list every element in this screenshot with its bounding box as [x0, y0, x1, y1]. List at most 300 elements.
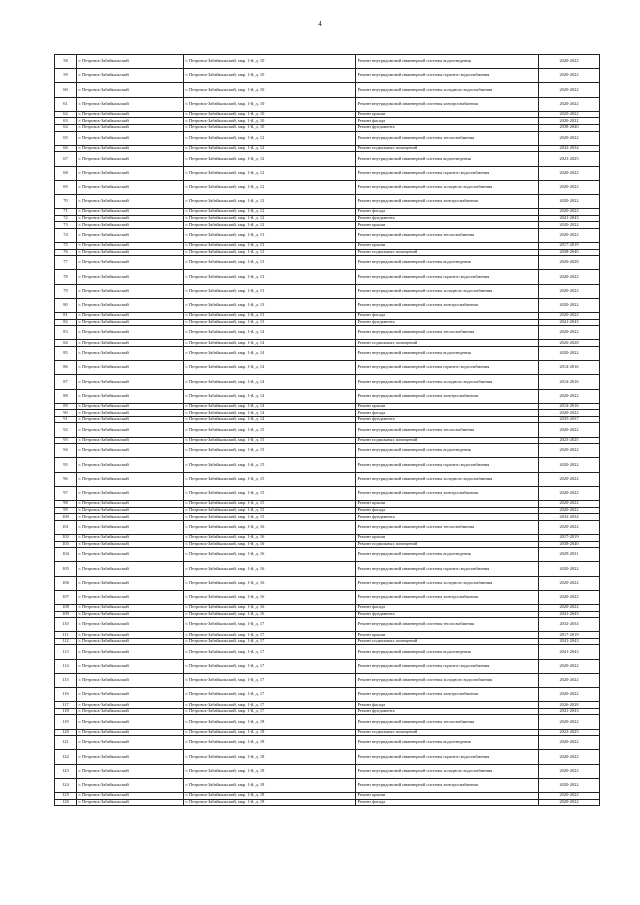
row-number: 84 — [55, 340, 77, 347]
address-cell: г. Петровск-Забайкальский, мкр. 1-й, д. 12 — [184, 194, 356, 208]
table-row — [55, 444, 600, 458]
work-type-cell: Ремонт внутридомовой инженерной системы электроснабжения — [356, 778, 539, 792]
address-cell: г. Петровск-Забайкальский, мкр. 1-й, д. 10 — [184, 97, 356, 111]
period-cell: 2041-2043 — [539, 611, 600, 618]
row-number: 80 — [55, 298, 77, 312]
table-row — [55, 792, 600, 799]
municipality-cell: г. Петровск-Забайкальский — [77, 403, 184, 410]
address-cell: г. Петровск-Забайкальский, мкр. 1-й, д. 14 — [184, 416, 356, 423]
municipality-cell: г. Петровск-Забайкальский — [77, 514, 184, 521]
municipality-cell: г. Петровск-Забайкальский — [77, 604, 184, 611]
period-cell: 2020-2022 — [539, 590, 600, 604]
work-type-cell: Ремонт подвальных помещений — [356, 249, 539, 256]
address-cell: г. Петровск-Забайкальский, мкр. 1-й, д. 10 — [184, 69, 356, 83]
municipality-cell: г. Петровск-Забайкальский — [77, 729, 184, 736]
municipality-cell: г. Петровск-Забайкальский — [77, 534, 184, 541]
address-cell: г. Петровск-Забайкальский, мкр. 1-й, д. 18 — [184, 764, 356, 778]
row-number: 126 — [55, 799, 77, 806]
repair-schedule-table — [54, 54, 600, 806]
address-cell: г. Петровск-Забайкальский, мкр. 1-й, д. 17 — [184, 688, 356, 702]
municipality-cell: г. Петровск-Забайкальский — [77, 458, 184, 472]
period-cell: 2020-2022 — [539, 166, 600, 180]
address-cell: г. Петровск-Забайкальский, мкр. 1-й, д. 10 — [184, 55, 356, 69]
municipality-cell: г. Петровск-Забайкальский — [77, 618, 184, 632]
address-cell: г. Петровск-Забайкальский, мкр. 1-й, д. 18 — [184, 729, 356, 736]
table-row — [55, 298, 600, 312]
row-number: 74 — [55, 228, 77, 242]
row-number: 72 — [55, 215, 77, 222]
work-type-cell: Ремонт внутридомовой инженерной системы водоотведения — [356, 346, 539, 360]
period-cell: 2020-2022 — [539, 444, 600, 458]
table-row — [55, 501, 600, 508]
address-cell: г. Петровск-Забайкальский, мкр. 1-й, д. 13 — [184, 243, 356, 250]
work-type-cell: Ремонт внутридомовой инженерной системы холодного водоснабжения — [356, 576, 539, 590]
municipality-cell: г. Петровск-Забайкальский — [77, 715, 184, 729]
municipality-cell: г. Петровск-Забайкальский — [77, 792, 184, 799]
address-cell: г. Петровск-Забайкальский, мкр. 1-й, д. 15 — [184, 501, 356, 508]
table-row — [55, 256, 600, 270]
period-cell: 2026-2028 — [539, 702, 600, 709]
work-type-cell: Ремонт внутридомовой инженерной системы водоотведения — [356, 55, 539, 69]
work-type-cell: Ремонт внутридомовой инженерной системы электроснабжения — [356, 194, 539, 208]
municipality-cell: г. Петровск-Забайкальский — [77, 389, 184, 403]
municipality-cell: г. Петровск-Забайкальский — [77, 520, 184, 534]
work-type-cell: Ремонт фасада — [356, 604, 539, 611]
row-number: 110 — [55, 618, 77, 632]
table-row — [55, 437, 600, 444]
table-row — [55, 673, 600, 687]
row-number: 68 — [55, 166, 77, 180]
municipality-cell: г. Петровск-Забайкальский — [77, 284, 184, 298]
municipality-cell: г. Петровск-Забайкальский — [77, 750, 184, 764]
period-cell: 2020-2022 — [539, 486, 600, 500]
municipality-cell: г. Петровск-Забайкальский — [77, 799, 184, 806]
address-cell: г. Петровск-Забайкальский, мкр. 1-й, д. 15 — [184, 514, 356, 521]
municipality-cell: г. Петровск-Забайкальский — [77, 243, 184, 250]
address-cell: г. Петровск-Забайкальский, мкр. 1-й, д. 16 — [184, 611, 356, 618]
table-row — [55, 389, 600, 403]
row-number: 105 — [55, 562, 77, 576]
address-cell: г. Петровск-Забайкальский, мкр. 1-й, д. 15 — [184, 472, 356, 486]
row-number: 118 — [55, 708, 77, 715]
municipality-cell: г. Петровск-Забайкальский — [77, 590, 184, 604]
work-type-cell: Ремонт фундамента — [356, 708, 539, 715]
row-number: 122 — [55, 750, 77, 764]
period-cell: 2020-2022 — [539, 270, 600, 284]
table-row — [55, 124, 600, 131]
work-type-cell: Ремонт фасада — [356, 410, 539, 417]
row-number: 99 — [55, 507, 77, 514]
municipality-cell: г. Петровск-Забайкальский — [77, 611, 184, 618]
row-number: 63 — [55, 118, 77, 125]
work-type-cell: Ремонт внутридомовой инженерной системы холодного водоснабжения — [356, 180, 539, 194]
period-cell: 2020-2022 — [539, 194, 600, 208]
address-cell: г. Петровск-Забайкальский, мкр. 1-й, д. 13 — [184, 312, 356, 319]
work-type-cell: Ремонт внутридомовой инженерной системы электроснабжения — [356, 97, 539, 111]
row-number: 81 — [55, 312, 77, 319]
work-type-cell: Ремонт фасада — [356, 312, 539, 319]
period-cell: 2020-2022 — [539, 750, 600, 764]
work-type-cell: Ремонт внутридомовой инженерной системы холодного водоснабжения — [356, 375, 539, 389]
row-number: 121 — [55, 736, 77, 750]
period-cell: 2020-2022 — [539, 576, 600, 590]
work-type-cell: Ремонт внутридомовой инженерной системы теплоснабжения — [356, 131, 539, 145]
address-cell: г. Петровск-Забайкальский, мкр. 1-й, д. 13 — [184, 270, 356, 284]
municipality-cell: г. Петровск-Забайкальский — [77, 228, 184, 242]
municipality-cell: г. Петровск-Забайкальский — [77, 326, 184, 340]
table-row — [55, 403, 600, 410]
table-row — [55, 326, 600, 340]
municipality-cell: г. Петровск-Забайкальский — [77, 507, 184, 514]
period-cell: 2026-2028 — [539, 340, 600, 347]
address-cell: г. Петровск-Забайкальский, мкр. 1-й, д. 16 — [184, 520, 356, 534]
address-cell: г. Петровск-Забайкальский, мкр. 1-й, д. 16 — [184, 534, 356, 541]
row-number: 64 — [55, 124, 77, 131]
row-number: 112 — [55, 638, 77, 645]
table-row — [55, 632, 600, 639]
table-row — [55, 702, 600, 709]
period-cell: 2020-2022 — [539, 83, 600, 97]
period-cell: 2020-2022 — [539, 799, 600, 806]
municipality-cell: г. Петровск-Забайкальский — [77, 688, 184, 702]
row-number: 107 — [55, 590, 77, 604]
municipality-cell: г. Петровск-Забайкальский — [77, 702, 184, 709]
row-number: 109 — [55, 611, 77, 618]
work-type-cell: Ремонт внутридомовой инженерной системы холодного водоснабжения — [356, 472, 539, 486]
municipality-cell: г. Петровск-Забайкальский — [77, 131, 184, 145]
row-number: 100 — [55, 514, 77, 521]
table-row — [55, 638, 600, 645]
row-number: 76 — [55, 249, 77, 256]
municipality-cell: г. Петровск-Забайкальский — [77, 215, 184, 222]
table-row — [55, 340, 600, 347]
table-row — [55, 319, 600, 326]
address-cell: г. Петровск-Забайкальский, мкр. 1-й, д. 17 — [184, 618, 356, 632]
row-number: 90 — [55, 410, 77, 417]
address-cell: г. Петровск-Забайкальский, мкр. 1-й, д. 18 — [184, 792, 356, 799]
table-row — [55, 361, 600, 375]
table-row — [55, 541, 600, 548]
municipality-cell: г. Петровск-Забайкальский — [77, 764, 184, 778]
period-cell: 2023-2025 — [539, 152, 600, 166]
period-cell: 2038-2040 — [539, 541, 600, 548]
period-cell: 2020-2022 — [539, 562, 600, 576]
work-type-cell: Ремонт внутридомовой инженерной системы теплоснабжения — [356, 228, 539, 242]
row-number: 102 — [55, 534, 77, 541]
table-row — [55, 118, 600, 125]
table-row — [55, 458, 600, 472]
table-row — [55, 215, 600, 222]
work-type-cell: Ремонт внутридомовой инженерной системы горячего водоснабжения — [356, 270, 539, 284]
period-cell: 2020-2022 — [539, 69, 600, 83]
period-cell: 2041-2043 — [539, 215, 600, 222]
work-type-cell: Ремонт крыши — [356, 403, 539, 410]
period-cell: 2035-2037 — [539, 416, 600, 423]
address-cell: г. Петровск-Забайкальский, мкр. 1-й, д. 10 — [184, 111, 356, 118]
period-cell: 2020-2022 — [539, 326, 600, 340]
address-cell: г. Петровск-Забайкальский, мкр. 1-й, д. 15 — [184, 444, 356, 458]
work-type-cell: Ремонт внутридомовой инженерной системы электроснабжения — [356, 590, 539, 604]
work-type-cell: Ремонт внутридомовой инженерной системы горячего водоснабжения — [356, 166, 539, 180]
table-row — [55, 604, 600, 611]
row-number: 108 — [55, 604, 77, 611]
municipality-cell: г. Петровск-Забайкальский — [77, 437, 184, 444]
table-row — [55, 228, 600, 242]
work-type-cell: Ремонт фасада — [356, 799, 539, 806]
row-number: 124 — [55, 778, 77, 792]
period-cell: 2017-2019 — [539, 243, 600, 250]
municipality-cell: г. Петровск-Забайкальский — [77, 124, 184, 131]
row-number: 83 — [55, 326, 77, 340]
work-type-cell: Ремонт фундамента — [356, 416, 539, 423]
work-type-cell: Ремонт фундамента — [356, 611, 539, 618]
municipality-cell: г. Петровск-Забайкальский — [77, 270, 184, 284]
period-cell: 2038-2040 — [539, 124, 600, 131]
row-number: 97 — [55, 486, 77, 500]
table-row — [55, 576, 600, 590]
address-cell: г. Петровск-Забайкальский, мкр. 1-й, д. 16 — [184, 562, 356, 576]
municipality-cell: г. Петровск-Забайкальский — [77, 708, 184, 715]
work-type-cell: Ремонт крыши — [356, 222, 539, 229]
work-type-cell: Ремонт внутридомовой инженерной системы водоотведения — [356, 256, 539, 270]
table-row — [55, 645, 600, 659]
municipality-cell: г. Петровск-Забайкальский — [77, 423, 184, 437]
table-row — [55, 111, 600, 118]
address-cell: г. Петровск-Забайкальский, мкр. 1-й, д. 15 — [184, 437, 356, 444]
municipality-cell: г. Петровск-Забайкальский — [77, 145, 184, 152]
table-row — [55, 194, 600, 208]
municipality-cell: г. Петровск-Забайкальский — [77, 319, 184, 326]
row-number: 62 — [55, 111, 77, 118]
work-type-cell: Ремонт внутридомовой инженерной системы электроснабжения — [356, 389, 539, 403]
work-type-cell: Ремонт внутридомовой инженерной системы горячего водоснабжения — [356, 750, 539, 764]
table-row — [55, 69, 600, 83]
period-cell: 2020-2022 — [539, 97, 600, 111]
municipality-cell: г. Петровск-Забайкальский — [77, 486, 184, 500]
period-cell: 2020-2022 — [539, 659, 600, 673]
work-type-cell: Ремонт внутридомовой инженерной системы горячего водоснабжения — [356, 69, 539, 83]
work-type-cell: Ремонт крыши — [356, 632, 539, 639]
row-number: 101 — [55, 520, 77, 534]
address-cell: г. Петровск-Забайкальский, мкр. 1-й, д. 14 — [184, 403, 356, 410]
municipality-cell: г. Петровск-Забайкальский — [77, 222, 184, 229]
row-number: 98 — [55, 501, 77, 508]
period-cell: 2020-2022 — [539, 792, 600, 799]
address-cell: г. Петровск-Забайкальский, мкр. 1-й, д. 15 — [184, 423, 356, 437]
row-number: 95 — [55, 458, 77, 472]
row-number: 117 — [55, 702, 77, 709]
address-cell: г. Петровск-Забайкальский, мкр. 1-й, д. 17 — [184, 638, 356, 645]
municipality-cell: г. Петровск-Забайкальский — [77, 298, 184, 312]
work-type-cell: Ремонт фасада — [356, 118, 539, 125]
municipality-cell: г. Петровск-Забайкальский — [77, 736, 184, 750]
address-cell: г. Петровск-Забайкальский, мкр. 1-й, д. 12 — [184, 152, 356, 166]
row-number: 85 — [55, 346, 77, 360]
table-row — [55, 375, 600, 389]
municipality-cell: г. Петровск-Забайкальский — [77, 69, 184, 83]
period-cell: 2014-2016 — [539, 375, 600, 389]
municipality-cell: г. Петровск-Забайкальский — [77, 778, 184, 792]
period-cell: 2041-2043 — [539, 319, 600, 326]
municipality-cell: г. Петровск-Забайкальский — [77, 562, 184, 576]
address-cell: г. Петровск-Забайкальский, мкр. 1-й, д. 14 — [184, 410, 356, 417]
address-cell: г. Петровск-Забайкальский, мкр. 1-й, д. 14 — [184, 389, 356, 403]
address-cell: г. Петровск-Забайкальский, мкр. 1-й, д. 14 — [184, 346, 356, 360]
row-number: 79 — [55, 284, 77, 298]
row-number: 86 — [55, 361, 77, 375]
period-cell: 2020-2022 — [539, 472, 600, 486]
row-number: 89 — [55, 403, 77, 410]
table-row — [55, 249, 600, 256]
table-row — [55, 416, 600, 423]
period-cell: 2017-2019 — [539, 534, 600, 541]
work-type-cell: Ремонт подвальных помещений — [356, 638, 539, 645]
period-cell: 2020-2022 — [539, 604, 600, 611]
municipality-cell: г. Петровск-Забайкальский — [77, 55, 184, 69]
municipality-cell: г. Петровск-Забайкальский — [77, 312, 184, 319]
table-row — [55, 618, 600, 632]
period-cell: 2014-2016 — [539, 403, 600, 410]
row-number: 106 — [55, 576, 77, 590]
period-cell: 2020-2022 — [539, 736, 600, 750]
work-type-cell: Ремонт внутридомовой инженерной системы водоотведения — [356, 645, 539, 659]
period-cell: 2020-2022 — [539, 346, 600, 360]
row-number: 73 — [55, 222, 77, 229]
table-row — [55, 145, 600, 152]
period-cell: 2032-2034 — [539, 514, 600, 521]
work-type-cell: Ремонт внутридомовой инженерной системы теплоснабжения — [356, 423, 539, 437]
table-row — [55, 209, 600, 216]
municipality-cell: г. Петровск-Забайкальский — [77, 118, 184, 125]
period-cell: 2020-2022 — [539, 284, 600, 298]
period-cell: 2020-2022 — [539, 180, 600, 194]
row-number: 77 — [55, 256, 77, 270]
row-number: 92 — [55, 423, 77, 437]
address-cell: г. Петровск-Забайкальский, мкр. 1-й, д. 14 — [184, 340, 356, 347]
row-number: 104 — [55, 548, 77, 562]
period-cell: 2020-2022 — [539, 312, 600, 319]
period-cell: 2041-2043 — [539, 638, 600, 645]
address-cell: г. Петровск-Забайкальский, мкр. 1-й, д. 14 — [184, 326, 356, 340]
row-number: 120 — [55, 729, 77, 736]
period-cell: 2023-2025 — [539, 729, 600, 736]
municipality-cell: г. Петровск-Забайкальский — [77, 548, 184, 562]
table-row — [55, 270, 600, 284]
address-cell: г. Петровск-Забайкальский, мкр. 1-й, д. 13 — [184, 284, 356, 298]
row-number: 71 — [55, 209, 77, 216]
address-cell: г. Петровск-Забайкальский, мкр. 1-й, д. 17 — [184, 708, 356, 715]
address-cell: г. Петровск-Забайкальский, мкр. 1-й, д. 17 — [184, 673, 356, 687]
row-number: 115 — [55, 673, 77, 687]
work-type-cell: Ремонт фундамента — [356, 124, 539, 131]
work-type-cell: Ремонт фундамента — [356, 215, 539, 222]
row-number: 93 — [55, 437, 77, 444]
work-type-cell: Ремонт подвальных помещений — [356, 340, 539, 347]
period-cell: 2020-2022 — [539, 111, 600, 118]
address-cell: г. Петровск-Забайкальский, мкр. 1-й, д. 16 — [184, 541, 356, 548]
table-row — [55, 688, 600, 702]
table-row — [55, 312, 600, 319]
work-type-cell: Ремонт внутридомовой инженерной системы электроснабжения — [356, 486, 539, 500]
work-type-cell: Ремонт фасада — [356, 507, 539, 514]
table-row — [55, 548, 600, 562]
period-cell: 2038-2040 — [539, 249, 600, 256]
address-cell: г. Петровск-Забайкальский, мкр. 1-й, д. 17 — [184, 659, 356, 673]
municipality-cell: г. Петровск-Забайкальский — [77, 111, 184, 118]
period-cell: 2041-2043 — [539, 708, 600, 715]
address-cell: г. Петровск-Забайкальский, мкр. 1-й, д. 10 — [184, 83, 356, 97]
municipality-cell: г. Петровск-Забайкальский — [77, 194, 184, 208]
address-cell: г. Петровск-Забайкальский, мкр. 1-й, д. 12 — [184, 222, 356, 229]
table-row — [55, 486, 600, 500]
table-row — [55, 708, 600, 715]
row-number: 88 — [55, 389, 77, 403]
address-cell: г. Петровск-Забайкальский, мкр. 1-й, д. 16 — [184, 604, 356, 611]
address-cell: г. Петровск-Забайкальский, мкр. 1-й, д. 16 — [184, 548, 356, 562]
address-cell: г. Петровск-Забайкальский, мкр. 1-й, д. 15 — [184, 486, 356, 500]
table-row — [55, 166, 600, 180]
address-cell: г. Петровск-Забайкальский, мкр. 1-й, д. 17 — [184, 702, 356, 709]
address-cell: г. Петровск-Забайкальский, мкр. 1-й, д. 13 — [184, 319, 356, 326]
row-number: 114 — [55, 659, 77, 673]
address-cell: г. Петровск-Забайкальский, мкр. 1-й, д. 12 — [184, 180, 356, 194]
work-type-cell: Ремонт внутридомовой инженерной системы теплоснабжения — [356, 326, 539, 340]
address-cell: г. Петровск-Забайкальский, мкр. 1-й, д. 13 — [184, 249, 356, 256]
work-type-cell: Ремонт подвальных помещений — [356, 541, 539, 548]
table-row — [55, 97, 600, 111]
table-row — [55, 83, 600, 97]
work-type-cell: Ремонт внутридомовой инженерной системы горячего водоснабжения — [356, 659, 539, 673]
row-number: 123 — [55, 764, 77, 778]
period-cell: 2029-2031 — [539, 548, 600, 562]
address-cell: г. Петровск-Забайкальский, мкр. 1-й, д. 18 — [184, 736, 356, 750]
table-row — [55, 222, 600, 229]
municipality-cell: г. Петровск-Забайкальский — [77, 576, 184, 590]
municipality-cell: г. Петровск-Забайкальский — [77, 375, 184, 389]
work-type-cell: Ремонт крыши — [356, 534, 539, 541]
municipality-cell: г. Петровск-Забайкальский — [77, 249, 184, 256]
row-number: 116 — [55, 688, 77, 702]
period-cell: 2026-2028 — [539, 256, 600, 270]
row-number: 61 — [55, 97, 77, 111]
municipality-cell: г. Петровск-Забайкальский — [77, 83, 184, 97]
row-number: 125 — [55, 792, 77, 799]
address-cell: г. Петровск-Забайкальский, мкр. 1-й, д. 15 — [184, 507, 356, 514]
row-number: 113 — [55, 645, 77, 659]
address-cell: г. Петровск-Забайкальский, мкр. 1-й, д. 18 — [184, 715, 356, 729]
work-type-cell: Ремонт внутридомовой инженерной системы водоотведения — [356, 548, 539, 562]
table-row — [55, 472, 600, 486]
table-body — [55, 55, 600, 806]
period-cell: 2020-2022 — [539, 458, 600, 472]
period-cell: 2020-2022 — [539, 131, 600, 145]
work-type-cell: Ремонт внутридомовой инженерной системы горячего водоснабжения — [356, 458, 539, 472]
period-cell: 2020-2022 — [539, 118, 600, 125]
municipality-cell: г. Петровск-Забайкальский — [77, 209, 184, 216]
work-type-cell: Ремонт внутридомовой инженерной системы холодного водоснабжения — [356, 83, 539, 97]
table-row — [55, 152, 600, 166]
work-type-cell: Ремонт подвальных помещений — [356, 145, 539, 152]
period-cell: 2020-2022 — [539, 222, 600, 229]
table-row — [55, 507, 600, 514]
work-type-cell: Ремонт фундамента — [356, 319, 539, 326]
municipality-cell: г. Петровск-Забайкальский — [77, 340, 184, 347]
row-number: 94 — [55, 444, 77, 458]
address-cell: г. Петровск-Забайкальский, мкр. 1-й, д. 12 — [184, 166, 356, 180]
address-cell: г. Петровск-Забайкальский, мкр. 1-й, д. 12 — [184, 215, 356, 222]
table-row — [55, 659, 600, 673]
work-type-cell: Ремонт внутридомовой инженерной системы холодного водоснабжения — [356, 284, 539, 298]
